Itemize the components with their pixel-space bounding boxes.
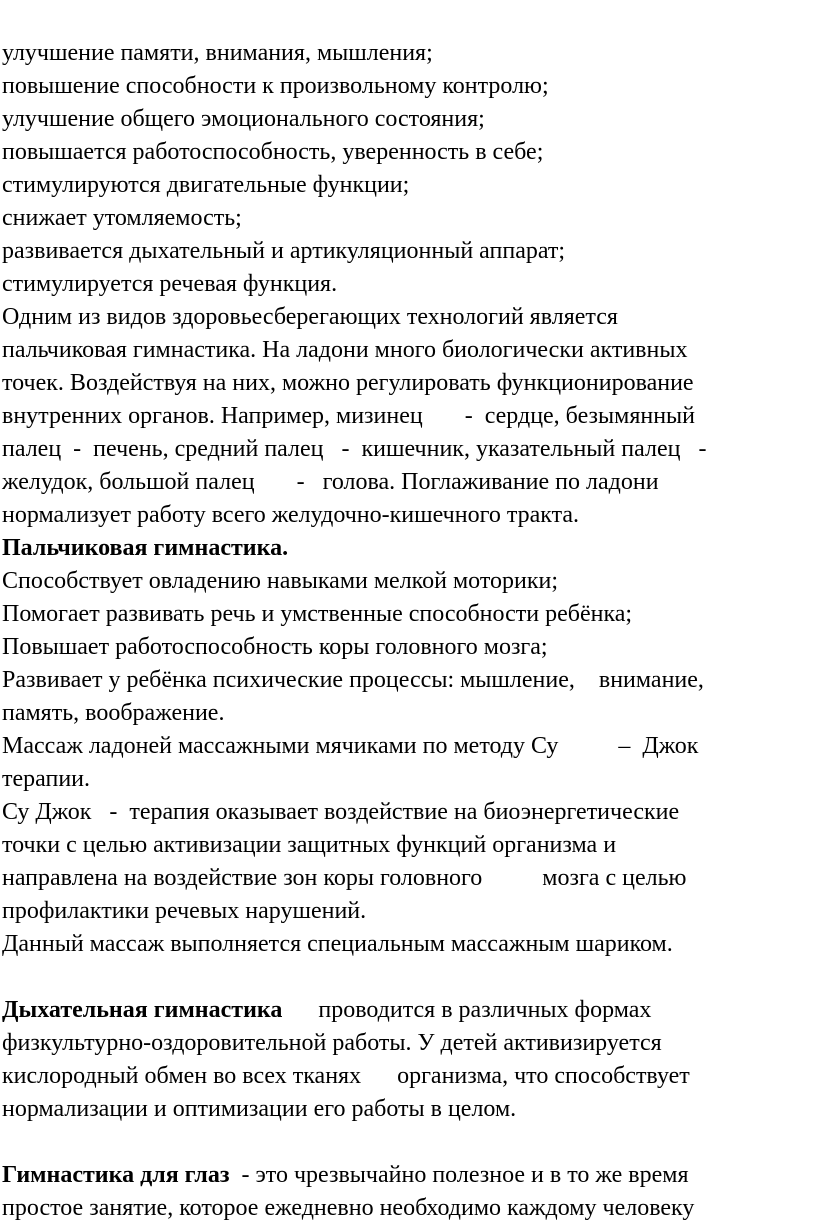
text-line: простое занятие, которое ежедневно необходимо каждому человеку [2,1195,695,1221]
text-line: Одним из видов здоровьесберегающих технологий является [2,304,618,330]
text-line: Способствует овладению навыками мелкой моторики; [2,568,559,594]
text-line: точек. Воздействуя на них, можно регулировать функционирование [2,370,694,396]
text-line: Повышает работоспособность коры головного мозга; [2,634,548,660]
section-heading: Пальчиковая гимнастика. [2,535,289,561]
breathing-text: проводится в различных формах [282,997,652,1023]
text-line: Данный массаж выполняется специальным массажным шариком. [2,931,673,957]
text-line: улучшение памяти, внимания, мышления; [2,40,433,66]
text-line: нормализует работу всего желудочно-кишечного тракта. [2,502,580,528]
text-line: профилактики речевых нарушений. [2,898,367,924]
text-line: точки с целью активизации защитных функций организма и [2,832,617,858]
text-line: палец - печень, средний палец - кишечник, указательный палец - [2,436,707,462]
text-line: внутренних органов. Например, мизинец - сердце, безымянный [2,403,696,429]
text-line: стимулируются двигательные функции; [2,172,410,198]
text-line: кислородный обмен во всех тканях организма, что способствует [2,1063,690,1089]
text-line: направлена на воздействие зон коры головного мозга с целью [2,865,687,891]
text-line: терапии. [2,766,91,792]
breathing-paragraph-line [2,995,651,1025]
breathing-heading: Дыхательная гимнастика [2,997,283,1023]
text-line: Су Джок - терапия оказывает воздействие на биоэнергетические [2,799,680,825]
text-line: нормализации и оптимизации его работы в целом. [2,1096,517,1122]
text-line: улучшение общего эмоционального состояния; [2,106,485,132]
text-line: желудок, большой палец - голова. Поглаживание по ладони [2,469,659,495]
text-line: Помогает развивать речь и умственные способности ребёнка; [2,601,633,627]
text-line: физкультурно-оздоровительной работы. У детей активизируется [2,1030,662,1056]
text-line: память, воображение. [2,700,225,726]
eyes-paragraph-line [2,1160,689,1190]
text-line: развивается дыхательный и артикуляционный аппарат; [2,238,566,264]
text-line: повышение способности к произвольному контролю; [2,73,549,99]
text-line: стимулируется речевая функция. [2,271,338,297]
eyes-heading: Гимнастика для глаз [2,1162,230,1188]
text-line: снижает утомляемость; [2,205,242,231]
text-line: Массаж ладоней массажными мячиками по методу Су – Джок [2,733,699,759]
text-line: пальчиковая гимнастика. На ладони много биологически активных [2,337,688,363]
text-line: Развивает у ребёнка психические процессы: мышление, внимание, [2,667,704,693]
text-line: повышается работоспособность, уверенность в себе; [2,139,544,165]
eyes-text: - это чрезвычайно полезное и в то же время [229,1162,689,1188]
